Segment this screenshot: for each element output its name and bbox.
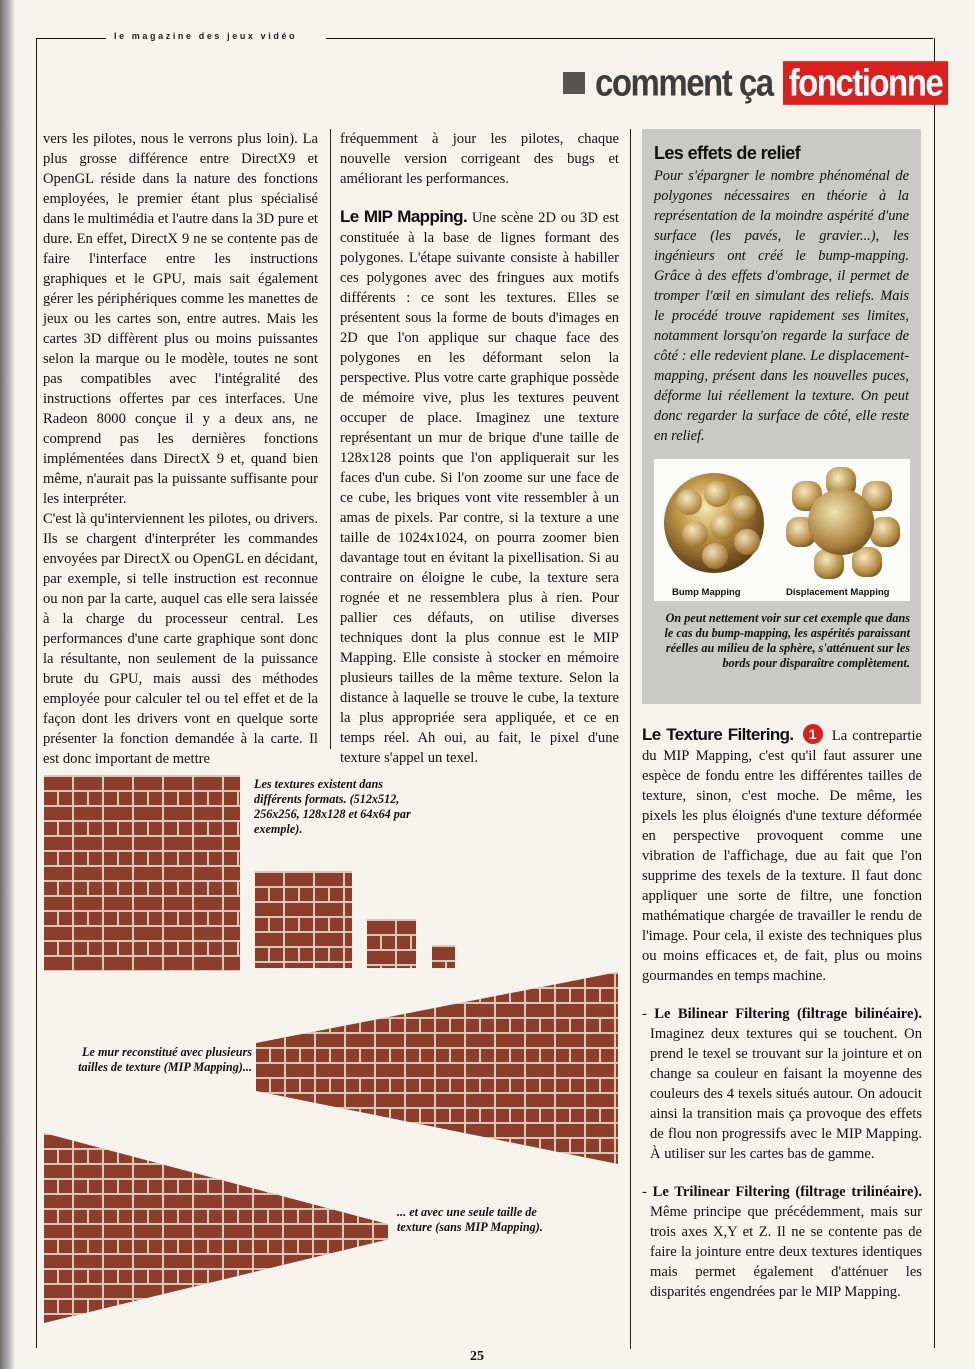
- sidebar-title: Les effets de relief: [654, 143, 801, 163]
- trilinear-filtering-heading: Le Trilinear Filtering (filtrage trilinéaire).: [652, 1184, 922, 1200]
- column-3: [642, 724, 922, 1302]
- page-number: 25: [470, 1349, 484, 1364]
- mip-mapping-heading: Le MIP Mapping.: [340, 207, 468, 226]
- displacement-mapping-label: Displacement Mapping: [786, 587, 890, 598]
- column-1-paragraph-2: C'est là qu'interviennent les pilotes, ou drivers. Ils se chargent d'interpréter les commandes envoyées par DirectX ou OpenGL en décidant, par exemple, si telle instruction est reconnue ou non par la carte, auquel cas elle sera laissée à la charge du processeur central. Les performances d'une carte graphique sont donc la résultante, non seulement de la puissance brute du GPU, mais aussi des méthodes employée pour calculer tel ou tel effet et de la façon dont les drivers vont en quelque sorte présenter la fonction demandée à la carte. Il est donc important de mettre: [43, 511, 318, 767]
- magazine-tagline: le magazine des jeux vidéo: [114, 31, 298, 41]
- bump-mapping-sphere: [664, 473, 764, 573]
- brick-texture-512: [44, 775, 240, 971]
- column-2: [340, 129, 619, 768]
- column-1: [43, 129, 318, 769]
- trilinear-filtering-text: Même principe que précédemment, mais sur trois axes X,Y et Z. Il ne se contente pas de faire la jointure entre deux textures identiques mais permet également d'atténuer les disparités engendrées par le MIP Mapping.: [650, 1204, 922, 1300]
- brick-texture-64: [432, 945, 455, 968]
- rubric-square-icon: [563, 72, 585, 94]
- rubric-word-1: comment ça: [595, 61, 773, 104]
- mip-wall-caption: Le mur reconstitué avec plusieurs tailles de texture (MIP Mapping)...: [78, 1045, 252, 1074]
- column-2-intro: fréquemment à jour les pilotes, chaque nouvelle version corrigeant des bugs et améliorant les performances.: [340, 131, 619, 187]
- section-rubric: [563, 61, 948, 104]
- figure-number-badge: 1: [803, 724, 823, 744]
- page-binding-edge: [0, 0, 14, 1369]
- sidebar-image-caption: On peut nettement voir sur cet exemple que dans le cas du bump-mapping, les aspérités paraissant réelles au milieu de la sphère, s'atténuent sur les bords pour disparaître complètement.: [664, 611, 910, 670]
- texture-formats-caption: Les textures existent dans différents formats. (512x512, 256x256, 128x128 et 64x64 par exemple).: [254, 777, 411, 836]
- texture-filtering-text: La contrepartie du MIP Mapping, c'est qu'il faut assurer une espèce de fondu entre les différentes tailles de texture, sinon, c'est moche. De même, les pixels les plus éloignés d'une texture déformée en perspective provoquent comme une vibration de l'affichage, due au fait que l'on supprime des texels de la texture. Il faut donc appliquer une sorte de filtre, une fonction mathématique chargée de travailler le rendu de l'image. Pour cela, il existe des techniques plus ou moins efficaces et, de fait, plus ou moins gourmandes en temps machine.: [642, 728, 922, 984]
- sidebar-text: Pour s'épargner le nombre phénoménal de polygones nécessaires en théorie à la représentation de la moindre aspérité d'une surface (les pavés, le gravier...), les ingénieurs ont créé le bump-mapping. Grâce à des effets d'ombrage, il permet de tromper l'œil en simulant des reliefs. Mais le procédé trouve rapidement ses limites, notamment lorsqu'on regarde la surface de côté : elle redevient plane. Le displacement-mapping, présent dans les nouvelles puces, déforme lui réellement la texture. On peut donc regarder la surface de côté, elle reste en relief.: [654, 168, 909, 444]
- bump-mapping-label: Bump Mapping: [672, 587, 741, 598]
- bilinear-filtering-text: Imaginez deux textures qui se touchent. On prend le texel se trouvant sur la jointure et on change sa couleur en faisant la moyenne des couleurs des 4 texels situés autour. On adoucit ainsi la transition mais ça provoque des effets de flou non progressifs avec le MIP Mapping. À utiliser sur les cartes bas de gamme.: [650, 1026, 922, 1162]
- trilinear-filtering-item: - Le Trilinear Filtering (filtrage trilinéaire). Même principe que précédemment, mais sur trois axes X,Y et Z. Il ne se contente pas de faire la jointure entre deux textures identiques mais permet également d'atténuer les disparités engendrées par le MIP Mapping.: [642, 1184, 922, 1300]
- brick-texture-256: [255, 871, 352, 968]
- displacement-mapping-sphere: [786, 467, 896, 577]
- mip-mapping-paragraph: [340, 207, 619, 768]
- header-rule-right: [326, 38, 933, 39]
- bilinear-filtering-item: - Le Bilinear Filtering (filtrage bilinéaire). Imaginez deux textures qui se touchent. On prend le texel se trouvant sur la jointure et on change sa couleur en faisant la moyenne des couleurs des 4 texels situés autour. On adoucit ainsi la transition mais ça provoque des effets de flou non progressifs avec le MIP Mapping. À utiliser sur les cartes bas de gamme.: [642, 1006, 922, 1162]
- header-rule-left: [36, 38, 106, 39]
- rubric-word-2: fonctionne: [783, 61, 949, 105]
- mip-mapping-text: Une scène 2D ou 3D est constituée à la base de lignes formant des polygones. L'étape suivante consiste à habiller ces polygones avec des fringues aux motifs différents : ce sont les textures. Elles se présentent sous la forme de bouts d'images en 2D que l'on applique sur chaque face des polygones en les déformant selon la perspective. Plus votre carte graphique possède de mémoire vive, plus les textures peuvent occuper de place. Imaginez une texture représentant un mur de brique d'une taille de 128x128 points que l'on appliquerait sur les faces d'un cube. Si l'on zoome sur une face de ce cube, les briques vont vite ressembler à un amas de pixels. Par contre, si la texture a une taille de 1024x1024, on pourra zoomer bien davantage tout en évitant la pixellisation. Si au contraire on éloigne le cube, la texture sera rognée et ne ressemblera plus à rien. Pour pallier ces défauts, on utilise diverses techniques dont la plus connue est le MIP Mapping. Elle consiste à stocker en mémoire plusieurs tailles de la même texture. Selon la distance à laquelle se trouve le cube, la texture la plus appropriée sera appliquée, et ce en temps réel. Ah oui, au fait, le pixel d'une texture s'appel un texel.: [340, 210, 619, 766]
- texture-filtering-heading: Le Texture Filtering.: [642, 725, 794, 744]
- column-1-paragraph-1: vers les pilotes, nous le verrons plus loin). La plus grosse différence entre DirectX9 et OpenGL réside dans la nature des fonctions employées, le premier étant plus spécialisé dans le multimédia et l'autre dans la 3D pure et dure. En effet, DirectX 9 ne se contente pas de faire l'interface entre les instructions graphiques et le GPU, mais sait également gérer les périphériques comme les manettes de jeux ou les cartes son, entre autres. Mais les cartes 3D diffèrent plus ou moins puissantes selon la marque ou le modèle, toutes ne sont pas compatibles avec l'intégralité des instructions offertes par ces interfaces. Une Radeon 8000 conçue il y a deux ans, ne comprend pas les dernières fonctions implémentées dans DirectX 9 et, quand bien même, n'aurait pas la puissante suffisante pour les interpréter.: [43, 131, 318, 507]
- sphere-comparison-image: [654, 459, 910, 601]
- relief-effects-sidebar: [642, 129, 921, 704]
- bilinear-filtering-heading: Le Bilinear Filtering (filtrage bilinéaire).: [654, 1006, 922, 1022]
- brick-texture-128: [367, 919, 416, 968]
- column-divider-2: [630, 129, 631, 1349]
- no-mip-wall-caption: ... et avec une seule taille de texture (sans MIP Mapping).: [397, 1205, 543, 1234]
- texture-filtering-paragraph: [642, 724, 922, 986]
- column-divider-1: [330, 129, 331, 749]
